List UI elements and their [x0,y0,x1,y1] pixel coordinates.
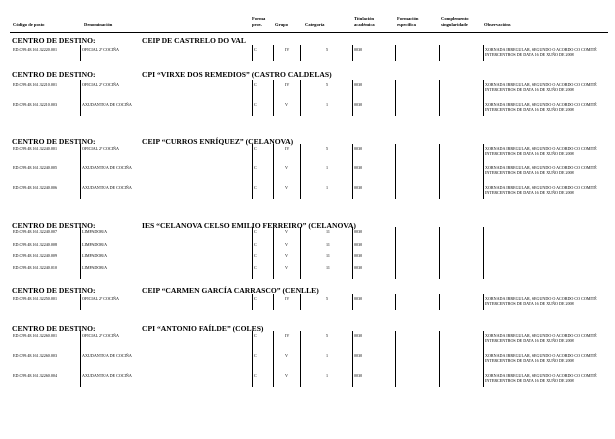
column-rule [439,294,440,310]
cell-tit: 0030 [354,296,363,301]
cell-grupo: V [285,373,288,378]
column-rule [395,331,396,387]
cell-tit: 0030 [354,146,363,151]
column-rule [252,144,253,199]
cell-denom: OFICIAL 2ª COCIÑA [82,146,119,151]
column-rule [483,227,484,279]
header-observaciones: Observacións [484,22,511,27]
table-header [0,14,615,32]
cell-tit: 0030 [354,373,363,378]
header-titulacion-2: académica [354,22,375,27]
cell-grupo: V [285,229,288,234]
cell-forma: C [254,82,257,87]
cell-forma: C [254,253,257,258]
cell-forma: C [254,333,257,338]
section-label: CENTRO DE DESTINO: [12,286,96,295]
column-rule [80,331,81,387]
cell-tit: 0030 [354,102,363,107]
cell-obs: XORNADA IRREGULAR, SEGUNDO O ACORDO CO COMITÉ INTERCENTROS DE DATA 16 DE XUÑO DE 2008 [485,296,597,306]
column-rule [273,45,274,61]
cell-forma: C [254,373,257,378]
cell-denom: OFICIAL 2ª COCIÑA [82,47,119,52]
column-rule [483,45,484,61]
cell-code: ED.C99.48.161.32210.001 [13,82,58,87]
cell-denom: AXUDANTE/A DE COCIÑA [82,165,132,170]
cell-code: ED.C99.48.161.32240.001 [13,146,58,151]
cell-obs: XORNADA IRREGULAR, SEGUNDO O ACORDO CO COMITÉ INTERCENTROS DE DATA 16 DE XUÑO DE 2008 [485,146,597,156]
cell-obs: XORNADA IRREGULAR, SEGUNDO O ACORDO CO COMITÉ INTERCENTROS DE DATA 16 DE XUÑO DE 2008 [485,82,597,92]
cell-denom: AXUDANTE/A DE COCIÑA [82,102,132,107]
cell-cat: 1 [326,102,329,107]
column-rule [252,45,253,61]
cell-tit: 0030 [354,265,363,270]
header-formacion-2: específica [397,22,416,27]
cell-grupo: IV [285,333,290,338]
cell-tit: 0030 [354,47,363,52]
section-label: CENTRO DE DESTINO: [12,70,96,79]
cell-tit: 0030 [354,253,363,258]
header-forma-1: Forma [252,16,266,21]
column-rule [483,80,484,116]
cell-grupo: IV [285,146,290,151]
column-rule [252,227,253,279]
cell-grupo: IV [285,82,290,87]
column-rule [80,294,81,310]
column-rule [273,80,274,116]
cell-forma: C [254,242,257,247]
section-name: CPI “VIRXE DOS REMEDIOS” (CASTRO CALDELAS) [142,70,332,79]
cell-cat: 1 [326,185,329,190]
column-rule [80,80,81,116]
column-rule [300,45,301,61]
cell-cat: 11 [326,242,330,247]
column-rule [483,144,484,199]
cell-cat: 11 [326,229,330,234]
cell-code: ED.C99.48.161.32240.005 [13,165,58,170]
header-forma-2: prov. [252,22,262,27]
cell-obs: XORNADA IRREGULAR, SEGUNDO O ACORDO CO COMITÉ INTERCENTROS DE DATA 16 DE XUÑO DE 2008 [485,185,597,195]
header-denominacion: Denominación [84,22,113,27]
header-rule [10,32,608,33]
column-rule [352,331,353,387]
column-rule [273,227,274,279]
cell-code: ED.C99.48.161.32210.003 [13,102,58,107]
cell-code: ED.C99.48.161.32240.008 [13,242,58,247]
cell-cat: 11 [326,253,330,258]
column-rule [352,144,353,199]
column-rule [252,331,253,387]
cell-forma: C [254,229,257,234]
column-rule [395,144,396,199]
section-name: CEIP DE CASTRELO DO VAL [142,36,246,45]
cell-obs: XORNADA IRREGULAR, SEGUNDO O ACORDO CO COMITÉ INTERCENTROS DE DATA 16 DE XUÑO DE 2008 [485,373,597,383]
cell-denom: LIMPADOR/A [82,265,108,270]
header-complemento-2: singularidade [441,22,468,27]
cell-forma: C [254,296,257,301]
cell-grupo: V [285,185,288,190]
cell-forma: C [254,165,257,170]
cell-cat: 5 [326,47,329,52]
cell-denom: OFICIAL 2ª COCIÑA [82,333,119,338]
section-label: CENTRO DE DESTINO: [12,36,96,45]
column-rule [352,227,353,279]
section-label: CENTRO DE DESTINO: [12,137,96,146]
cell-cat: 1 [326,353,329,358]
column-rule [352,294,353,310]
cell-forma: C [254,47,257,52]
column-rule [300,227,301,279]
cell-denom: AXUDANTE/A DE COCIÑA [82,353,132,358]
cell-obs: XORNADA IRREGULAR, SEGUNDO O ACORDO CO COMITÉ INTERCENTROS DE DATA 16 DE XUÑO DE 2008 [485,165,597,175]
cell-obs: XORNADA IRREGULAR, SEGUNDO O ACORDO CO COMITÉ INTERCENTROS DE DATA 16 DE XUÑO DE 2008 [485,102,597,112]
column-rule [395,294,396,310]
column-rule [439,331,440,387]
cell-tit: 0030 [354,82,363,87]
cell-grupo: V [285,102,288,107]
section-label: CENTRO DE DESTINO: [12,221,96,230]
cell-cat: 11 [326,265,330,270]
cell-denom: OFICIAL 2ª COCIÑA [82,82,119,87]
column-rule [352,80,353,116]
column-rule [80,45,81,61]
column-rule [352,45,353,61]
cell-denom: AXUDANTE/A DE COCIÑA [82,373,132,378]
cell-grupo: IV [285,296,290,301]
header-grupo: Grupo [275,22,289,27]
section-name: IES “CELANOVA CELSO EMILIO FERREIRO” (CELANOVA) [142,221,356,230]
column-rule [439,227,440,279]
cell-code: ED.C99.48.161.32240.006 [13,185,58,190]
cell-obs: XORNADA IRREGULAR, SEGUNDO O ACORDO CO COMITÉ INTERCENTROS DE DATA 16 DE XUÑO DE 2008 [485,47,597,57]
column-rule [80,144,81,199]
cell-obs: XORNADA IRREGULAR, SEGUNDO O ACORDO CO COMITÉ INTERCENTROS DE DATA 16 DE XUÑO DE 2008 [485,333,597,343]
column-rule [300,80,301,116]
cell-denom: LIMPADOR/A [82,253,108,258]
column-rule [273,331,274,387]
cell-grupo: IV [285,47,290,52]
cell-tit: 0030 [354,165,363,170]
column-rule [483,294,484,310]
cell-grupo: V [285,265,288,270]
header-formacion-1: Formación [397,16,419,21]
cell-tit: 0030 [354,333,363,338]
cell-forma: C [254,185,257,190]
column-rule [395,227,396,279]
cell-code: ED.C99.48.161.32220.001 [13,47,58,52]
cell-denom: AXUDANTE/A DE COCIÑA [82,185,132,190]
header-complemento-1: Complemento [441,16,469,21]
cell-cat: 5 [326,296,329,301]
cell-forma: C [254,146,257,151]
column-rule [395,80,396,116]
section-name: CEIP “CURROS ENRÍQUEZ” (CELANOVA) [142,137,294,146]
column-rule [483,331,484,387]
cell-code: ED.C99.48.161.32260.001 [13,333,58,338]
column-rule [439,80,440,116]
cell-grupo: V [285,165,288,170]
column-rule [395,45,396,61]
section-name: CPI “ANTONIO FAÍLDE” (COLES) [142,324,264,333]
cell-grupo: V [285,353,288,358]
cell-cat: 5 [326,146,329,151]
column-rule [439,45,440,61]
column-rule [252,294,253,310]
cell-tit: 0030 [354,229,363,234]
cell-code: ED.C99.48.161.32250.001 [13,296,58,301]
cell-code: ED.C99.48.161.32260.003 [13,353,58,358]
section-label: CENTRO DE DESTINO: [12,324,96,333]
cell-code: ED.C99.48.161.32240.010 [13,265,58,270]
cell-forma: C [254,265,257,270]
cell-denom: OFICIAL 2ª COCIÑA [82,296,119,301]
cell-denom: LIMPADOR/A [82,229,108,234]
cell-code: ED.C99.48.161.32260.004 [13,373,58,378]
cell-tit: 0030 [354,242,363,247]
cell-code: ED.C99.48.161.32240.009 [13,253,58,258]
section-name: CEIP “CARMEN GARCÍA CARRASCO” (CENLLE) [142,286,319,295]
column-rule [80,227,81,279]
cell-tit: 0030 [354,353,363,358]
cell-obs: XORNADA IRREGULAR, SEGUNDO O ACORDO CO COMITÉ INTERCENTROS DE DATA 16 DE XUÑO DE 2008 [485,353,597,363]
cell-cat: 1 [326,373,329,378]
column-rule [252,80,253,116]
cell-denom: LIMPADOR/A [82,242,108,247]
cell-tit: 0030 [354,185,363,190]
cell-code: ED.C99.48.161.32240.007 [13,229,58,234]
column-rule [439,144,440,199]
column-rule [300,331,301,387]
column-rule [300,144,301,199]
cell-forma: C [254,102,257,107]
column-rule [273,294,274,310]
cell-cat: 5 [326,82,329,87]
cell-cat: 1 [326,165,329,170]
cell-grupo: V [285,242,288,247]
column-rule [273,144,274,199]
header-codigo: Código de posto [13,22,45,27]
column-rule [300,294,301,310]
cell-forma: C [254,353,257,358]
header-titulacion-1: Titulación [354,16,375,21]
cell-cat: 5 [326,333,329,338]
cell-grupo: V [285,253,288,258]
header-categoria: Categoría [305,22,325,27]
